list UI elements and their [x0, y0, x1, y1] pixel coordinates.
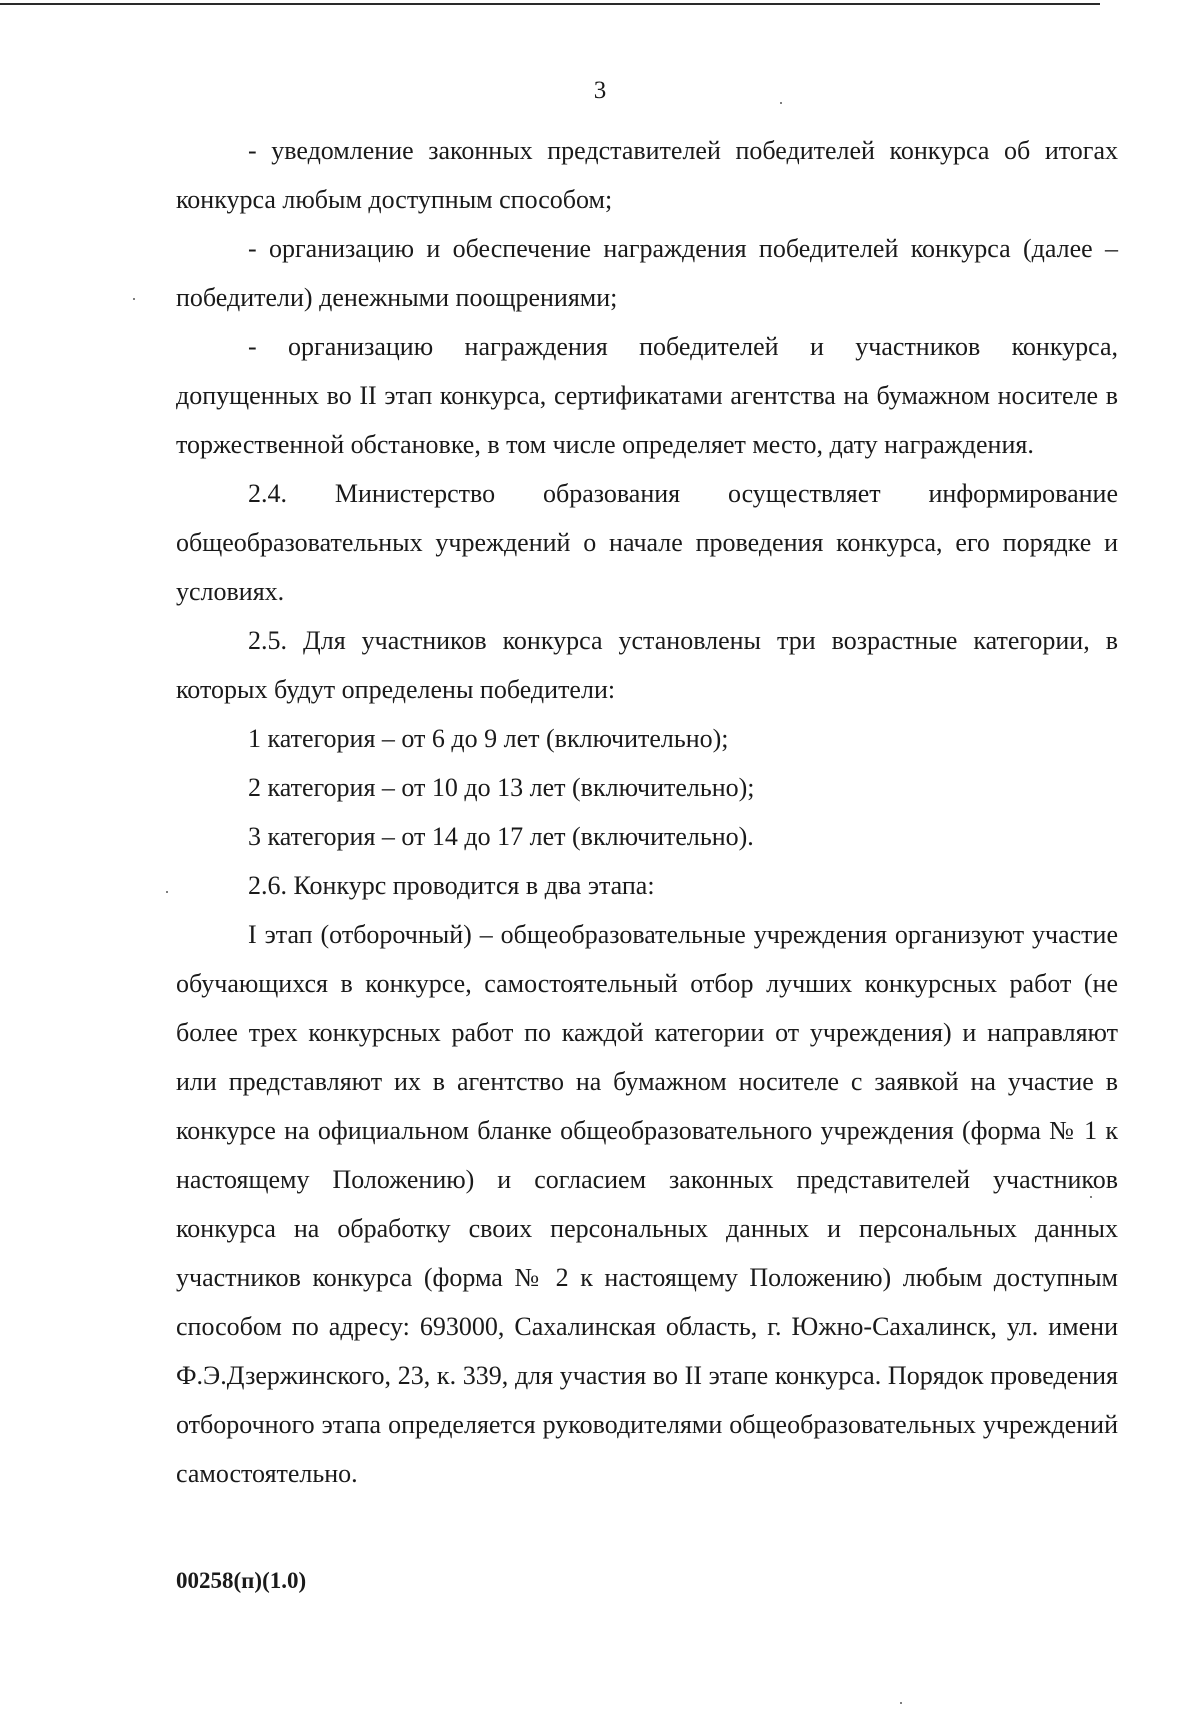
page-number: 3: [593, 77, 607, 104]
scan-speck: [900, 1702, 902, 1704]
document-code: 00258(п)(1.0): [176, 1568, 307, 1593]
paragraph-notification: - уведомление законных представителей победителей конкурса об итогах конкурса любым доступным способом;: [176, 136, 1118, 214]
scan-speck: [780, 102, 782, 104]
paragraph-2-6: 2.6. Конкурс проводится в два этапа:: [248, 871, 655, 900]
document-body: [176, 126, 1118, 1498]
top-border-line: [0, 3, 1100, 5]
scan-speck: [133, 298, 135, 300]
paragraph-award-organization: - организацию и обеспечение награждения победителей конкурса (далее – победители) денежными поощрениями;: [176, 234, 1118, 312]
category-1: 1 категория – от 6 до 9 лет (включительно);: [248, 724, 729, 753]
category-2: 2 категория – от 10 до 13 лет (включительно);: [248, 773, 755, 802]
paragraph-2-4: 2.4. Министерство образования осуществляет информирование общеобразовательных учреждений о начале проведения конкурса, его порядке и условиях.: [176, 479, 1118, 606]
paragraph-certificates: - организацию награждения победителей и участников конкурса, допущенных во II этап конкурса, сертификатами агентства на бумажном носителе в торжественной обстановке, в том числе определяет место, дату награждения.: [176, 332, 1118, 459]
scan-speck: [166, 891, 168, 893]
paragraph-2-5: 2.5. Для участников конкурса установлены три возрастные категории, в которых будут определены победители:: [176, 626, 1118, 704]
scan-speck: [1090, 1196, 1092, 1198]
paragraph-stage-1: I этап (отборочный) – общеобразовательные учреждения организуют участие обучающихся в конкурсе, самостоятельный отбор лучших конкурсных работ (не более трех конкурсных работ по каждой категории от учреждения) и направляют или представляют их в агентство на бумажном носителе с заявкой на участие в конкурсе на официальном бланке общеобразовательного учреждения (форма № 1 к настоящему Положению) и согласием законных представителей участников конкурса на обработку своих персональных данных и персональных данных участников конкурса (форма № 2 к настоящему Положению) любым доступным способом по адресу: 693000, Сахалинская область, г. Южно-Сахалинск, ул. имени Ф.Э.Дзержинского, 23, к. 339, для участия во II этапе конкурса. Порядок проведения отборочного этапа определяется руководителями общеобразовательных учреждений самостоятельно.: [176, 920, 1118, 1488]
category-3: 3 категория – от 14 до 17 лет (включительно).: [248, 822, 754, 851]
